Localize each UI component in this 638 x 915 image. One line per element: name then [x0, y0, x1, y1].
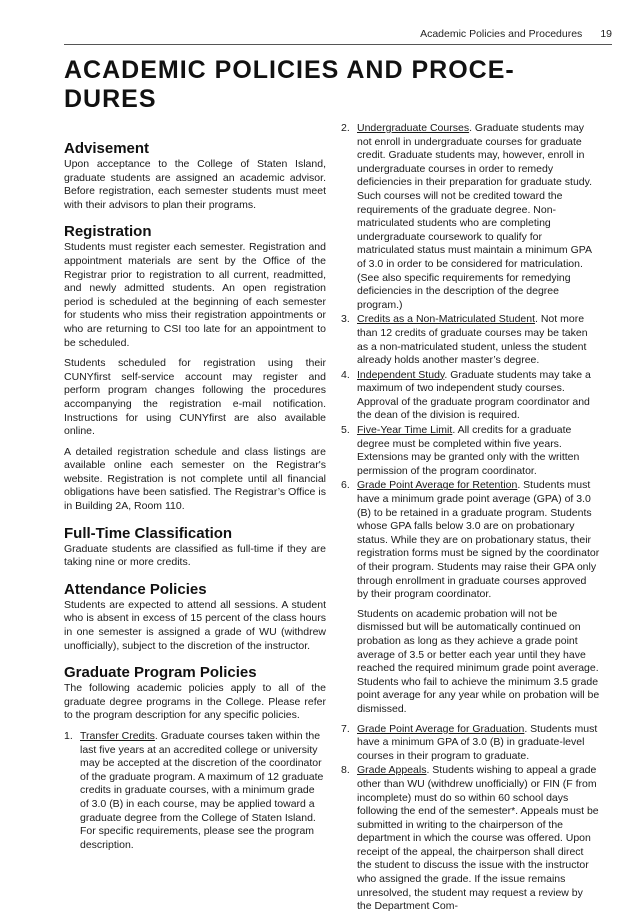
paragraph: Students are expected to attend all sessions. A student who is absent in excess of 15 percent of the class hours in one semester is assigned a grade of WU (withdrew unofficially), subject to the discretion of the instructor. — [64, 598, 326, 652]
policy-title-link[interactable]: Independent Study — [357, 368, 445, 381]
policy-number: 4. — [341, 368, 350, 381]
policy-title-link[interactable]: Five-Year Time Limit — [357, 424, 453, 437]
policy-6-continuation: Students on academic probation will not be dismissed but will be automatically continued on probation as long as they achieve a grade point average of 3.5 or better each year until they have reached the required minimum grade point average. Students who fail to achieve the minimum 3.5 grade point average for any year while on probation will be dismissed. — [357, 607, 600, 715]
policy-body — [357, 424, 600, 478]
policy-item-3 — [341, 313, 600, 367]
policy-number: 8. — [341, 764, 350, 777]
page-title-line-1: ACADEMIC POLICIES AND PROCE- — [64, 56, 515, 84]
policy-text: . Students wishing to appeal a grade other than WU (withdrew unofficially) or FIN (F from incomplete) must do so within 60 school days following the end of the semester*. Appeals must be submitted in writing to the chairperson of the department in which the course was offered. Upon receipt of the appeal, the chairperson shall direct the student to discuss the issue with the instructor who assigned the grade. If the issue remains unresolved, the student may request a review by the Department Com- — [357, 764, 599, 913]
policy-number: 2. — [341, 122, 350, 134]
section-advisement — [64, 140, 326, 212]
page-title — [64, 56, 564, 114]
policy-body — [357, 122, 600, 312]
policy-title-link[interactable]: Credits as a Non-Matriculated Student — [357, 313, 536, 326]
running-title: Academic Policies and Procedures — [420, 28, 583, 40]
policy-body — [357, 479, 600, 601]
policy-list — [64, 730, 326, 852]
policy-text: . Graduate students may not enroll in undergraduate courses for graduate credit. Graduate students may, however, enroll in undergraduate courses in order to remedy deficiencies in their preparation for graduate study. Such courses will not be credited toward the requirements of the graduate degree. Non-matriculated students who are completing undergraduate coursework to qualify for matriculated status must maintain a minimum GPA of 3.0 in order to be considered for matriculation. (See also specific requirements for remedying deficiencies in the description of the degree program.) — [357, 122, 593, 311]
section-attendance-policies — [64, 581, 326, 653]
policy-text: . Students must have a minimum GPA of 3.0 (B) in graduate-level courses in their program to graduate. — [357, 722, 598, 762]
section-heading: Full-Time Classification — [64, 524, 233, 542]
policy-title-link[interactable]: Transfer Credits — [80, 730, 155, 742]
paragraph: Graduate students are classified as full-time if they are taking nine or more credits. — [64, 542, 326, 569]
policy-body — [357, 313, 600, 367]
policy-body — [357, 369, 600, 423]
policy-number: 5. — [341, 424, 350, 437]
policy-text: . Students must have a minimum grade point average (GPA) of 3.0 (B) to be retained in a graduate program. Students whose GPA falls below 3.0 are on probationary status. While they are on probationary status, their registration forms must be signed by the coordinator of their program. Students may raise their GPA only through enrollment in graduate courses approved by their program coordinator. — [357, 479, 600, 601]
policy-item-4 — [341, 369, 600, 423]
paragraph: Upon acceptance to the College of Staten Island, graduate students are assigned an academic advisor. Before registration, each semester students must meet with their advisors to plan their programs. — [64, 158, 326, 211]
policy-text: . Graduate courses taken within the last five years at an accredited college or university may be accepted at the discretion of the coordinator of the graduate program. A maximum of 12 graduate credits in graduate courses, with a minimum grade of 3.0 (B) in each course, may be applied toward a graduate degree from the College of Staten Island. For specific requirements, please see the program description. — [80, 730, 324, 851]
policy-body — [357, 723, 600, 764]
policy-text: . All credits for a graduate degree must be completed within five years. Extensions may be granted only with the written permission of the program coordinator. — [357, 424, 580, 477]
section-heading: Graduate Program Policies — [64, 664, 257, 682]
policy-item-7 — [341, 723, 600, 764]
policy-number: 7. — [341, 722, 350, 735]
policy-body — [80, 730, 326, 852]
policy-item-6 — [341, 479, 600, 601]
policy-number: 6. — [341, 479, 350, 492]
policy-item-8 — [341, 764, 600, 914]
section-registration — [64, 223, 326, 513]
policy-title-link[interactable]: Grade Point Average for Graduation — [357, 722, 525, 735]
policy-title-link[interactable]: Grade Appeals — [357, 764, 427, 777]
paragraph: Students scheduled for registration using their CUNYfirst self-service account may register and perform program changes following the procedures accompanying the registration e-mail notification. Instructions for using CUNYfirst are also available online. — [64, 357, 326, 438]
policy-list-continued — [341, 122, 600, 602]
left-column — [64, 122, 326, 863]
header-rule — [64, 44, 612, 45]
page-title-line-2: DURES — [64, 85, 157, 113]
page-number: 19 — [600, 28, 612, 40]
paragraph: A detailed registration schedule and class listings are available online each semester on the Registrar's website. Registration is not complete until all financial obligations have been satisfied. The Registrar’s Office is in Building 2A, Room 110. — [64, 445, 326, 513]
policy-title-link[interactable]: Grade Point Average for Retention — [357, 479, 518, 492]
policy-title-link[interactable]: Undergraduate Courses — [357, 122, 470, 134]
section-graduate-program-policies — [64, 664, 326, 852]
section-heading: Advisement — [64, 140, 150, 157]
policy-body — [357, 764, 600, 914]
section-full-time-classification — [64, 525, 326, 570]
section-heading: Attendance Policies — [64, 580, 207, 598]
policy-text: . Not more than 12 credits of graduate courses may be taken as a non-matriculated student, unless the student already holds another master’s degree. — [357, 313, 588, 367]
policy-number: 1. — [64, 730, 73, 742]
policy-number: 3. — [341, 313, 350, 326]
section-heading: Registration — [64, 223, 152, 241]
right-column — [341, 122, 600, 915]
paragraph: The following academic policies apply to all of the graduate degree programs in the College. Please refer to the program description for any specific policies. — [64, 682, 326, 722]
policy-list-continued-2 — [341, 723, 600, 914]
policy-item-1 — [64, 730, 326, 852]
running-header — [420, 28, 612, 40]
policy-item-2 — [341, 122, 600, 312]
paragraph: Students must register each semester. Registration and appointment materials are sent by the Office of the Registrar prior to registration to all current, readmitted, and newly admitted students. An open registration period is scheduled at the beginning of each semester for students who miss their registration appointments or who are returning to CSI too late for an appointment to be scheduled. — [64, 241, 326, 349]
policy-text: . Graduate students may take a maximum of two independent study courses. Approval of the graduate program coordinator and the dean of the division is required. — [357, 368, 591, 422]
policy-item-5 — [341, 424, 600, 478]
